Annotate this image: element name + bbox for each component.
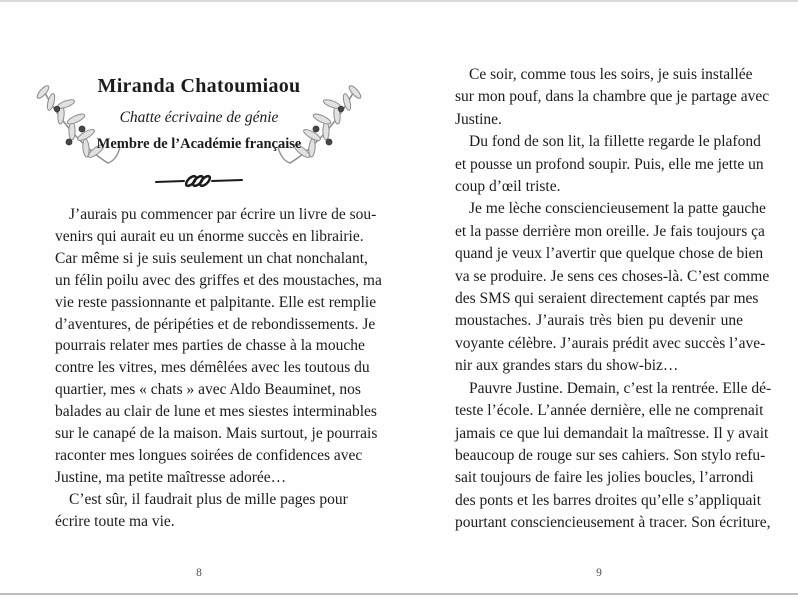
right-page <box>455 0 772 601</box>
text-line: jamais ce que lui demandait la maîtresse. Il y avait <box>455 424 769 442</box>
text-line: Ce soir, comme tous les soirs, je suis installée <box>469 66 753 83</box>
book-subtitle: Chatte écrivaine de génie <box>119 109 279 126</box>
text-line: venirs qui aurait eu un énorme succès en librairie. <box>55 227 364 245</box>
text-line: quand je veux l’avertir que quelque chose de bien <box>455 245 764 263</box>
text-line: coup d’œil triste. <box>455 178 561 196</box>
page-number-right: 9 <box>596 567 602 579</box>
text-line: sur mon pouf, dans la chambre que je partage avec <box>455 88 770 106</box>
text-line: un félin poilu avec des griffes et des moustaches, ma <box>55 271 382 289</box>
text-line: J’aurais pu commencer par écrire un livre de sou- <box>69 206 377 223</box>
left-page <box>55 0 382 601</box>
author-name: Miranda Chatoumiaou <box>97 75 301 97</box>
paragraph <box>55 489 348 533</box>
text-line: beaucoup de rouge sur ses cahiers. Son stylo refu- <box>455 446 766 464</box>
text-line: vie reste passionnante et palpitante. Elle est remplie <box>55 293 377 311</box>
text-line: Du fond de son lit, la fillette regarde le plafond <box>469 133 761 151</box>
text-line: des SMS qui seraient directement captés par mes <box>455 290 759 308</box>
text-line: quartier, mes « chats » avec Aldo Beauminet, nos <box>55 381 361 399</box>
paragraph <box>455 64 770 131</box>
text-line: pourtant consciencieusement à tracer. Son écriture, <box>455 514 771 532</box>
paragraph <box>455 131 764 198</box>
text-line: sur le canapé de la maison. Mais surtout, je pourrais <box>55 425 378 443</box>
paragraph <box>455 378 772 535</box>
text-line: des ponts et les barres droites qu’elle s’appliquait <box>455 491 762 509</box>
author-affiliation: Membre de l’Académie française <box>96 136 302 152</box>
text-line: va se produire. Je sens ces choses-là. C’est comme <box>455 267 770 285</box>
text-line: d’aventures, de péripéties et de rebondissements. Je <box>55 315 376 333</box>
text-line: et la passe derrière mon oreille. Je fais toujours ça <box>455 222 765 240</box>
text-line: moustaches. J’aurais très bien pu devenir une <box>455 312 743 330</box>
text-line: Je me lèche consciencieusement la patte gauche <box>469 200 766 218</box>
text-line: Justine. <box>455 110 502 128</box>
left-page-body <box>55 204 382 533</box>
page-number-left: 8 <box>196 567 202 579</box>
text-line: contre les vitres, mes démêlées avec les toutous du <box>55 359 370 377</box>
squiggle-divider-icon <box>154 173 244 189</box>
text-line: écrire toute ma vie. <box>55 512 175 530</box>
paragraph <box>55 204 382 489</box>
text-line: pourrais relater mes parties de chasse à la mouche <box>55 337 365 355</box>
text-line: voyante célèbre. J’aurais prédit avec succès l’ave- <box>455 334 766 352</box>
text-line: raconter mes longues soirées de confidences avec <box>55 446 363 464</box>
text-line: balades au clair de lune et mes siestes interminables <box>55 403 377 421</box>
text-line: Pauvre Justine. Demain, c’est la rentrée. Elle dé- <box>469 379 772 397</box>
text-line: Car même si je suis seulement un chat nonchalant, <box>55 249 368 267</box>
text-line: Justine, ma petite maîtresse adorée… <box>55 468 287 486</box>
text-line: nir aux grandes stars du show-biz… <box>455 357 679 375</box>
text-line: teste l’école. L’année dernière, elle ne comprenait <box>455 402 764 420</box>
bottom-rule <box>0 593 798 595</box>
text-line: et pousse un profond soupir. Puis, elle me jette un <box>455 155 764 173</box>
text-line: C’est sûr, il faudrait plus de mille pages pour <box>69 490 348 508</box>
paragraph <box>455 198 770 377</box>
text-line: sait toujours de faire les jolies boucles, l’arrondi <box>455 469 754 487</box>
right-page-body <box>455 64 772 535</box>
